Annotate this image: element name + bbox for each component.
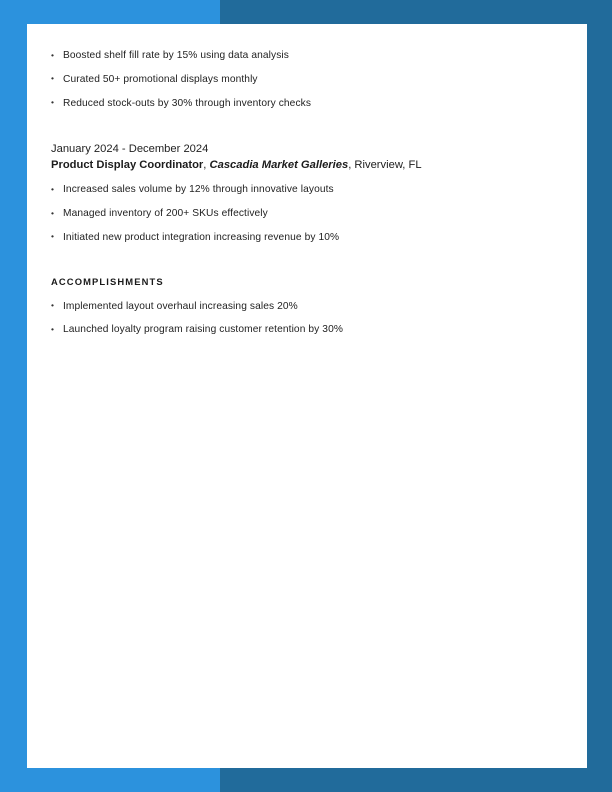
company-name: Cascadia Market Galleries xyxy=(209,159,349,172)
accomplishments-bullet-list xyxy=(51,301,553,338)
experience-bullet-list xyxy=(51,184,553,244)
list-item: • Boosted shelf fill rate by 15% using data analysis xyxy=(51,50,553,63)
entry-dates: January 2024 - December 2024 xyxy=(51,143,209,156)
entry-heading xyxy=(51,158,553,173)
job-location: Riverview, FL xyxy=(354,159,422,172)
resume-sheet xyxy=(27,24,587,768)
list-item: • Implemented layout overhaul increasing sales 20% xyxy=(51,301,553,314)
list-item: • Reduced stock-outs by 30% through inventory checks xyxy=(51,98,553,111)
list-item: • Managed inventory of 200+ SKUs effectively xyxy=(51,208,553,221)
list-item: • Initiated new product integration increasing revenue by 10% xyxy=(51,232,553,245)
title-separator: , xyxy=(203,159,210,172)
list-item: • Increased sales volume by 12% through innovative layouts xyxy=(51,184,553,197)
list-item: • Curated 50+ promotional displays monthly xyxy=(51,74,553,87)
list-item: • Launched loyalty program raising customer retention by 30% xyxy=(51,324,553,337)
continued-bullet-list xyxy=(51,50,553,110)
company-separator: , xyxy=(348,159,355,172)
section-heading-accomplishments: ACCOMPLISHMENTS xyxy=(51,275,164,287)
resume-content xyxy=(51,50,553,337)
experience-entry xyxy=(51,142,553,244)
job-title: Product Display Coordinator xyxy=(51,159,204,172)
